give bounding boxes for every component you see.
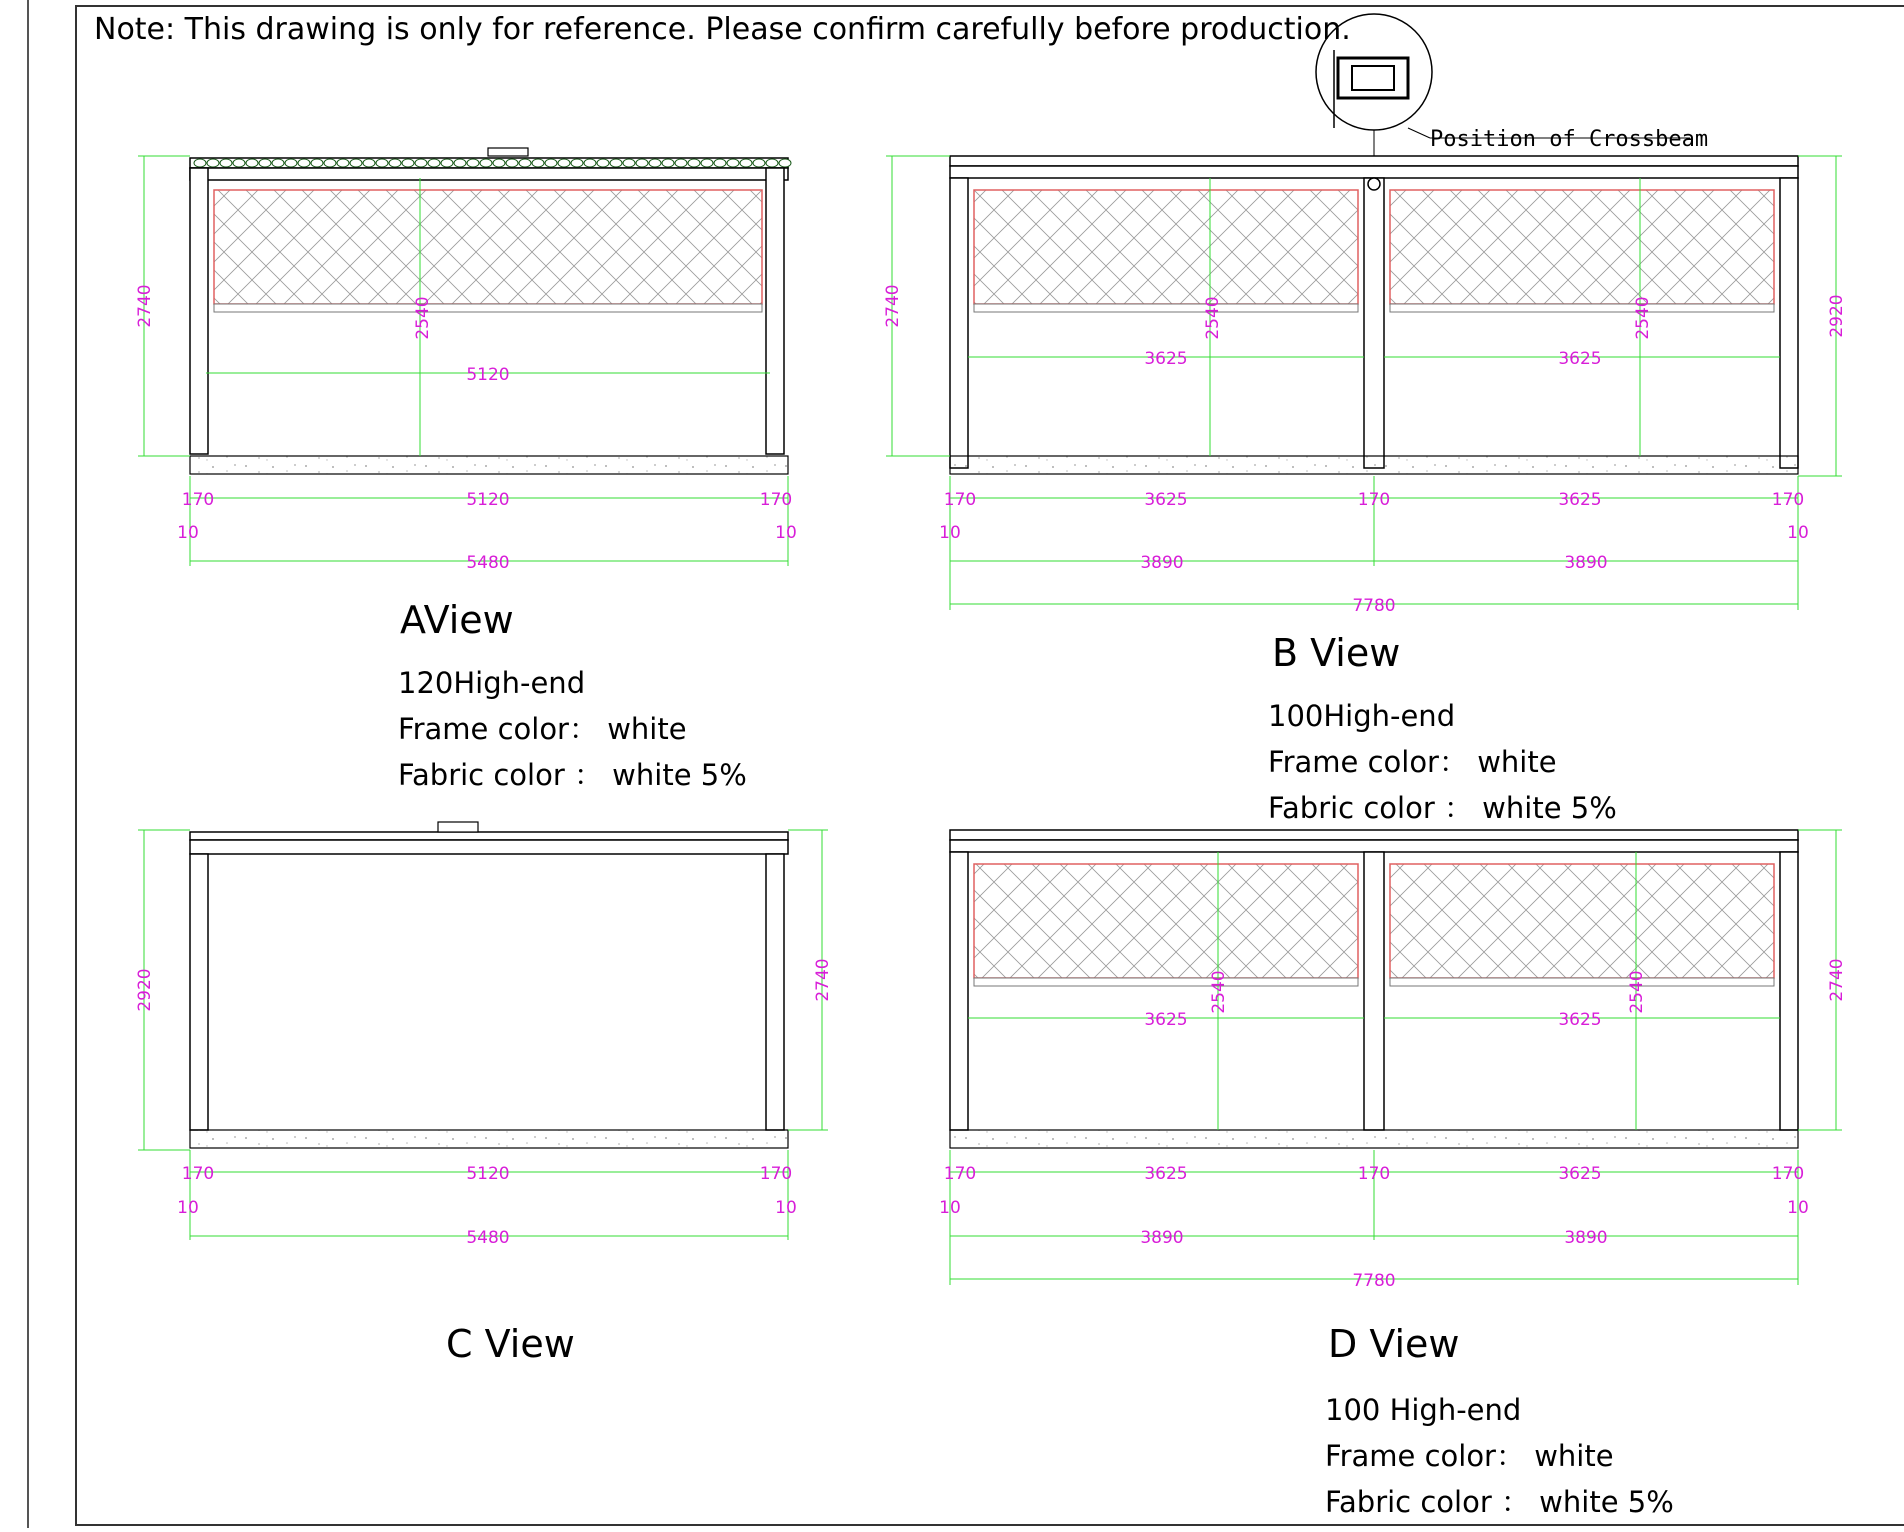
b-dim-height-right: 2920 <box>1827 294 1847 338</box>
louvre-blade <box>701 159 713 167</box>
louvre-blade <box>597 159 609 167</box>
d-fabric-screen-2 <box>1390 864 1774 978</box>
louvre-blade <box>662 159 674 167</box>
c-post-right <box>766 854 784 1130</box>
d-dim-bay-2: 3890 <box>1564 1228 1608 1248</box>
b-dim-overall: 7780 <box>1352 596 1396 616</box>
louvre-blade <box>714 159 726 167</box>
a-dim-height: 2740 <box>135 284 155 328</box>
a-spec-model: 120High-end <box>398 666 586 700</box>
louvre-blade <box>519 159 531 167</box>
d-spec-fabric-color: Fabric color ： white 5% <box>1325 1485 1674 1519</box>
louvre-blade <box>324 159 336 167</box>
d-dim-height-right: 2740 <box>1827 958 1847 1002</box>
louvre-blade <box>272 159 284 167</box>
louvre-blade <box>285 159 297 167</box>
louvre-blade <box>415 159 427 167</box>
b-view-specs <box>1268 693 1617 831</box>
b-dim-span-1: 3625 <box>1144 490 1188 510</box>
d-dim-overall: 7780 <box>1352 1271 1396 1291</box>
louvre-blade <box>480 159 492 167</box>
c-roof-beam <box>190 832 788 840</box>
d-view-title: D View <box>1328 1322 1460 1366</box>
d-spec-model: 100 High-end <box>1325 1393 1522 1427</box>
c-dim-gap-left: 10 <box>177 1198 199 1218</box>
a-dim-post-left: 170 <box>181 490 215 510</box>
d-view-drawing <box>950 830 1842 1285</box>
louvre-blade <box>467 159 479 167</box>
louvre-blade <box>428 159 440 167</box>
d-post-3 <box>1780 852 1798 1130</box>
a-dim-span: 5120 <box>466 490 510 510</box>
b-dim-span-2: 3625 <box>1558 490 1602 510</box>
b-dim-gap-right: 10 <box>1787 523 1809 543</box>
b-dim-post-3: 170 <box>1771 490 1805 510</box>
b-post-2 <box>1364 178 1384 468</box>
d-dim-bay-1: 3890 <box>1140 1228 1184 1248</box>
louvre-blade <box>675 159 687 167</box>
louvre-blade <box>584 159 596 167</box>
a-post-right <box>766 168 784 454</box>
d-dim-gap-left: 10 <box>939 1198 961 1218</box>
b-dim-inner-2: 3625 <box>1558 349 1602 369</box>
c-dim-post-right: 170 <box>759 1164 793 1184</box>
d-dim-span-2: 3625 <box>1558 1164 1602 1184</box>
louvre-blade <box>623 159 635 167</box>
louvre-blade <box>350 159 362 167</box>
c-dim-gap-right: 10 <box>775 1198 797 1218</box>
b-roof-beam <box>950 156 1798 166</box>
b-post-1 <box>950 178 968 468</box>
louvre-blade <box>220 159 232 167</box>
louvre-blade <box>779 159 791 167</box>
production-note: Note: This drawing is only for reference. Please confirm carefully before production. <box>94 12 1351 47</box>
c-motor-box <box>438 822 478 832</box>
a-ground <box>190 456 788 474</box>
b-bottom-bar-2 <box>1390 304 1774 312</box>
c-ground <box>190 1130 788 1148</box>
c-dim-height-left: 2920 <box>135 968 155 1012</box>
d-dim-span-1: 3625 <box>1144 1164 1188 1184</box>
d-post-2 <box>1364 852 1384 1130</box>
a-dim-gap-right: 10 <box>775 523 797 543</box>
b-view-drawing <box>886 14 1842 610</box>
a-view-drawing <box>138 148 791 566</box>
b-fabric-screen-1 <box>974 190 1358 304</box>
louvre-blade <box>610 159 622 167</box>
louvre-blade <box>558 159 570 167</box>
b-crossbeam-marker <box>1368 178 1380 190</box>
a-dim-overall: 5480 <box>466 553 510 573</box>
louvre-blade <box>688 159 700 167</box>
b-dim-fabric-height-1: 2540 <box>1203 296 1223 340</box>
c-post-left <box>190 854 208 1130</box>
a-fabric-screen <box>214 190 762 304</box>
c-dim-span: 5120 <box>466 1164 510 1184</box>
d-ground <box>950 1130 1798 1148</box>
d-dim-post-1: 170 <box>943 1164 977 1184</box>
d-dim-inner-2: 3625 <box>1558 1010 1602 1030</box>
d-view-specs <box>1325 1387 1674 1525</box>
louvre-blade <box>571 159 583 167</box>
louvre-blade <box>766 159 778 167</box>
d-spec-frame-color: Frame color： white <box>1325 1439 1614 1473</box>
louvre-blade <box>207 159 219 167</box>
louvre-blade <box>454 159 466 167</box>
c-view-title: C View <box>446 1322 575 1366</box>
louvre-blade <box>532 159 544 167</box>
a-dim-post-right: 170 <box>759 490 793 510</box>
d-bottom-bar-1 <box>974 978 1358 986</box>
louvre-blade <box>441 159 453 167</box>
a-view-title: AView <box>400 598 514 642</box>
a-dim-gap-left: 10 <box>177 523 199 543</box>
louvre-blade <box>298 159 310 167</box>
a-post-left <box>190 168 208 454</box>
d-roof-beam <box>950 830 1798 840</box>
louvre-blade <box>506 159 518 167</box>
d-dim-inner-1: 3625 <box>1144 1010 1188 1030</box>
louvre-blade <box>389 159 401 167</box>
b-dim-bay-2: 3890 <box>1564 553 1608 573</box>
b-dim-post-1: 170 <box>943 490 977 510</box>
louvre-blade <box>493 159 505 167</box>
a-motor-box <box>488 148 528 156</box>
louvre-blade <box>636 159 648 167</box>
b-fabric-screen-2 <box>1390 190 1774 304</box>
c-dim-height-right: 2740 <box>813 958 833 1002</box>
a-bottom-bar <box>214 304 762 312</box>
d-dim-fabric-height-1: 2540 <box>1209 970 1229 1014</box>
b-view-title: B View <box>1272 631 1401 675</box>
louvre-blade <box>259 159 271 167</box>
d-top-frame <box>950 840 1798 852</box>
d-post-1 <box>950 852 968 1130</box>
b-dim-fabric-height-2: 2540 <box>1633 296 1653 340</box>
louvre-blade <box>545 159 557 167</box>
b-dim-post-2: 170 <box>1357 490 1391 510</box>
d-dim-gap-right: 10 <box>1787 1198 1809 1218</box>
a-dim-fabric-height: 2540 <box>413 296 433 340</box>
b-dim-height-left: 2740 <box>883 284 903 328</box>
b-spec-model: 100High-end <box>1268 699 1456 733</box>
louvre-blade <box>311 159 323 167</box>
d-dim-post-2: 170 <box>1357 1164 1391 1184</box>
a-dim-inner-width: 5120 <box>466 365 510 385</box>
b-dim-inner-1: 3625 <box>1144 349 1188 369</box>
b-spec-frame-color: Frame color： white <box>1268 745 1557 779</box>
d-dim-post-3: 170 <box>1771 1164 1805 1184</box>
louvre-blade <box>233 159 245 167</box>
louvre-blade <box>363 159 375 167</box>
c-dim-post-left: 170 <box>181 1164 215 1184</box>
b-ground <box>950 456 1798 474</box>
b-bottom-bar-1 <box>974 304 1358 312</box>
louvre-blade <box>740 159 752 167</box>
a-view-specs <box>398 660 747 798</box>
a-top-frame <box>190 168 788 180</box>
louvre-blade <box>727 159 739 167</box>
louvre-blade <box>649 159 661 167</box>
b-top-frame <box>950 166 1798 178</box>
louvre-blade <box>337 159 349 167</box>
b-spec-fabric-color: Fabric color ： white 5% <box>1268 791 1617 825</box>
louvre-blade <box>194 159 206 167</box>
louvre-blade <box>402 159 414 167</box>
a-spec-frame-color: Frame color： white <box>398 712 687 746</box>
d-bottom-bar-2 <box>1390 978 1774 986</box>
louvre-blade <box>246 159 258 167</box>
louvre-blade <box>753 159 765 167</box>
c-top-frame <box>190 840 788 854</box>
a-spec-fabric-color: Fabric color ： white 5% <box>398 758 747 792</box>
crossbeam-label: Position of Crossbeam <box>1430 127 1709 152</box>
louvre-blade <box>376 159 388 167</box>
c-dim-overall: 5480 <box>466 1228 510 1248</box>
d-dim-fabric-height-2: 2540 <box>1627 970 1647 1014</box>
b-dim-gap-left: 10 <box>939 523 961 543</box>
b-post-3 <box>1780 178 1798 468</box>
d-fabric-screen-1 <box>974 864 1358 978</box>
b-dim-bay-1: 3890 <box>1140 553 1184 573</box>
